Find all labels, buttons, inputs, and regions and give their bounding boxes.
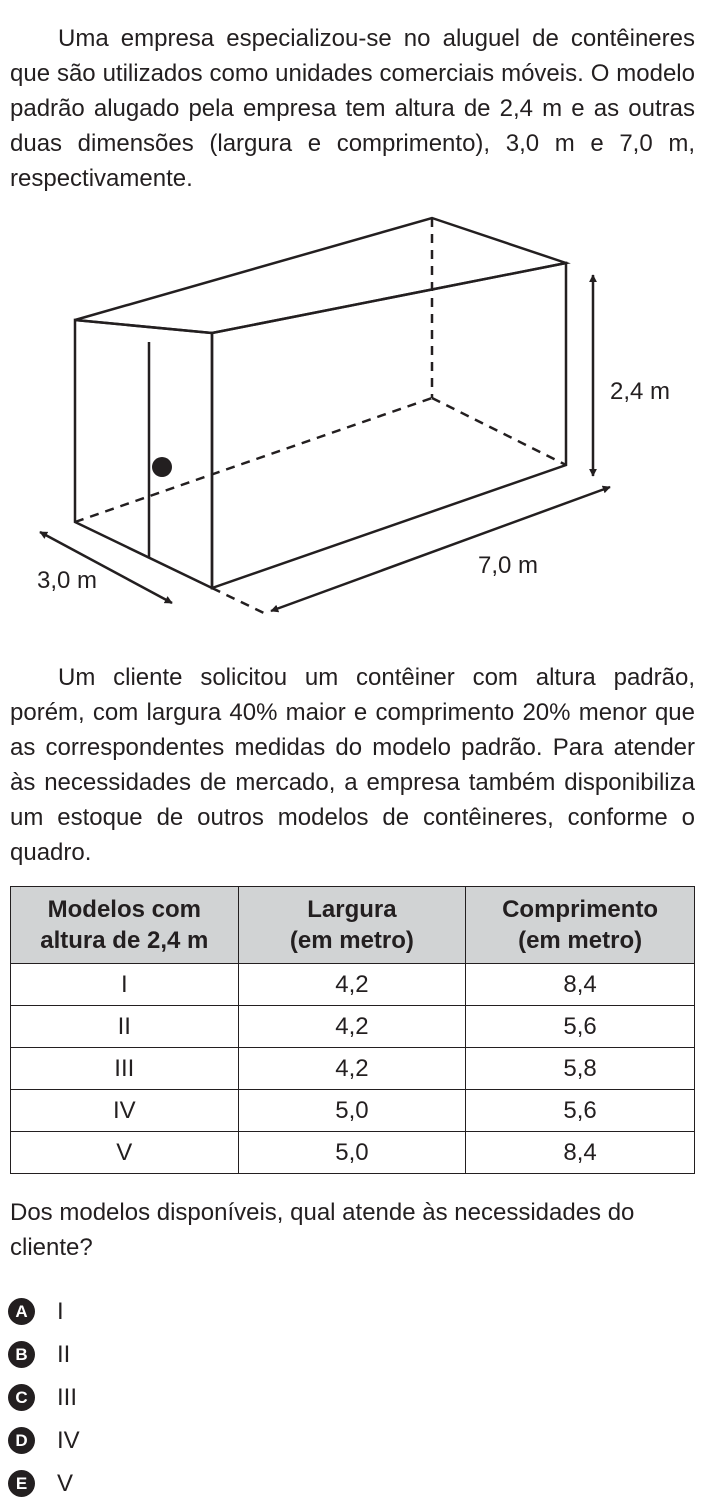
width-cell: 4,2: [238, 964, 466, 1006]
option-c[interactable]: [8, 1376, 80, 1419]
option-d[interactable]: [8, 1419, 80, 1462]
option-a[interactable]: [8, 1290, 80, 1333]
table-row: [11, 964, 695, 1006]
width-cell: 4,2: [238, 1048, 466, 1090]
length-cell: 8,4: [466, 1132, 695, 1174]
length-cell: 5,8: [466, 1048, 695, 1090]
option-letter-badge: C: [8, 1384, 35, 1411]
length-cell: 8,4: [466, 964, 695, 1006]
option-text: III: [57, 1383, 78, 1411]
request-paragraph: Um cliente solicitou um contêiner com altura padrão, porém, com largura 40% maior e comprimento 20% menor que as correspondentes medidas do modelo padrão. Para atender às necessidades de mercado, a empresa também disponibiliza um estoque de outros modelos de contêineres, conforme o quadro.: [10, 664, 695, 866]
option-text: IV: [57, 1426, 80, 1454]
option-letter-badge: B: [8, 1341, 35, 1368]
model-cell: II: [11, 1006, 239, 1048]
model-cell: V: [11, 1132, 239, 1174]
width-cell: 5,0: [238, 1132, 466, 1174]
option-letter-badge: D: [8, 1427, 35, 1454]
question-text: Dos modelos disponíveis, qual atende às necessidades do cliente?: [10, 1199, 635, 1261]
table-row: [11, 1006, 695, 1048]
header-width: Largura (em metro): [238, 887, 466, 964]
door-handle: [152, 457, 172, 477]
option-letter-badge: E: [8, 1470, 35, 1497]
option-text: I: [57, 1297, 64, 1325]
table-row: [11, 1132, 695, 1174]
model-cell: I: [11, 964, 239, 1006]
model-cell: IV: [11, 1090, 239, 1132]
visible-edges: [75, 218, 566, 588]
height-label: 2,4 m: [610, 378, 671, 405]
answer-options: [8, 1290, 80, 1505]
model-cell: III: [11, 1048, 239, 1090]
table-row: [11, 1090, 695, 1132]
header-length: Comprimento (em metro): [466, 887, 695, 964]
table-row: [11, 1048, 695, 1090]
option-b[interactable]: [8, 1333, 80, 1376]
width-cell: 4,2: [238, 1006, 466, 1048]
width-cell: 5,0: [238, 1090, 466, 1132]
length-label: 7,0 m: [478, 552, 539, 579]
option-e[interactable]: [8, 1462, 80, 1505]
table-header-row: [11, 887, 695, 964]
models-table: [10, 886, 695, 1174]
length-cell: 5,6: [466, 1006, 695, 1048]
option-text: II: [57, 1340, 71, 1368]
option-letter-badge: A: [8, 1298, 35, 1325]
length-cell: 5,6: [466, 1090, 695, 1132]
option-text: V: [57, 1469, 74, 1497]
width-label: 3,0 m: [37, 567, 98, 594]
intro-paragraph: Uma empresa especializou-se no aluguel de contêineres que são utilizados como unidades comerciais móveis. O modelo padrão alugado pela empresa tem altura de 2,4 m e as outras duas dimensões (largura e comprimento), 3,0 m e 7,0 m, respectivamente.: [10, 25, 695, 192]
container-figure: [0, 210, 705, 630]
header-models: Modelos com altura de 2,4 m: [11, 887, 239, 964]
